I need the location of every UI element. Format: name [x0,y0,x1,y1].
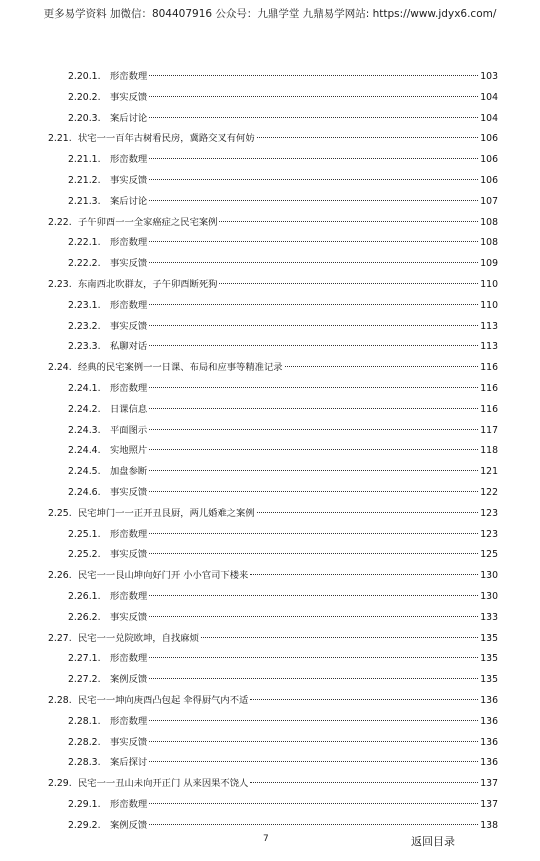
toc-subsection-entry[interactable] [68,295,498,316]
toc-subsection-entry[interactable] [68,752,498,773]
toc-entry-title: 形峦数理 [110,383,148,394]
toc-subsection-entry[interactable] [68,648,498,669]
toc-entry-page: 108 [480,237,498,249]
toc-entry-title: 民宅一一艮山坤向好门开 小小官司下楼来 [78,570,249,582]
toc-entry-title: 形峦数理 [110,715,148,727]
toc-entry-number: 2.26.2. [68,611,101,623]
toc-entry-page: 123 [480,528,498,540]
dot-leader [149,823,478,825]
dot-leader [149,157,478,159]
dot-leader [149,407,478,409]
dot-leader [201,636,478,638]
toc-entry-number: 2.24.6. [68,487,101,498]
dot-leader [149,469,478,471]
toc-entry-page: 110 [480,299,498,311]
dot-leader [149,199,478,201]
toc-entry-title: 实地照片 [110,445,148,457]
back-to-toc-link[interactable]: 返回目录 [411,835,455,848]
toc-entry-number: 2.25.2. [68,549,101,561]
toc-entry-page: 135 [480,674,498,686]
toc-entry-title: 案后讨论 [110,112,148,124]
toc-entry-page: 136 [480,695,498,706]
dot-leader [219,220,478,222]
dot-leader [149,344,478,346]
toc-subsection-entry[interactable] [68,108,498,129]
toc-subsection-entry[interactable] [68,149,498,170]
dot-leader [257,136,478,138]
toc-section-entry[interactable] [48,357,498,378]
toc-entry-page: 130 [480,570,498,582]
toc-entry-title: 民宅一一兑院欧坤，自找麻烦 [78,632,199,644]
toc-entry-page: 103 [480,71,498,82]
toc-entry-page: 130 [480,591,498,602]
toc-subsection-entry[interactable] [68,87,498,108]
toc-entry-page: 135 [480,632,498,644]
toc-entry-title: 案例反馈 [110,674,148,686]
toc-entry-page: 136 [480,715,498,727]
toc-subsection-entry[interactable] [68,794,498,815]
toc-subsection-entry[interactable] [68,232,498,253]
toc-subsection-entry[interactable] [68,482,498,503]
toc-section-entry[interactable] [48,274,498,295]
dot-leader [250,698,478,700]
toc-entry-title: 事实反馈 [110,320,148,332]
toc-entry-page: 116 [480,362,498,374]
toc-entry-title: 经典的民宅案例一一日课、布局和应事等精准记录 [78,362,283,374]
toc-entry-page: 133 [480,611,498,623]
toc-entry-title: 事实反馈 [110,91,148,103]
toc-entry-page: 113 [480,320,498,332]
toc-entry-number: 2.24.1. [68,383,101,394]
toc-entry-page: 110 [480,279,498,290]
toc-subsection-entry[interactable] [68,399,498,420]
toc-entry-number: 2.24. [48,362,72,374]
toc-entry-number: 2.28.3. [68,757,101,769]
toc-entry-page: 104 [480,112,498,124]
toc-entry-title: 形峦数理 [110,591,148,602]
toc-entry-number: 2.29. [48,778,72,790]
toc-entry-number: 2.21. [48,133,72,145]
toc-entry-title: 民宅一一丑山未向开正门 从来因果不饶人 [78,778,249,790]
toc-entry-title: 形峦数理 [110,528,148,540]
toc-section-entry[interactable] [48,212,498,233]
toc-entry-number: 2.24.2. [68,403,101,415]
toc-section-entry[interactable] [48,773,498,794]
toc-entry-title: 平面图示 [110,424,148,436]
toc-entry-page: 138 [480,819,498,831]
toc-entry-number: 2.26. [48,570,72,582]
toc-entry-page: 117 [480,424,498,436]
toc-entry-title: 事实反馈 [110,549,148,561]
toc-entry-title: 形峦数理 [110,71,148,82]
toc-entry-page: 106 [480,175,498,186]
toc-entry-number: 2.21.1. [68,154,101,166]
toc-entry-number: 2.24.5. [68,466,101,478]
dot-leader [149,74,478,76]
dot-leader [149,740,478,742]
toc-entry-number: 2.21.3. [68,195,101,207]
toc-entry-number: 2.22.1. [68,237,101,249]
toc-subsection-entry[interactable] [68,66,498,87]
toc-entry-number: 2.28. [48,695,72,706]
toc-entry-number: 2.27. [48,632,72,644]
dot-leader [149,95,478,97]
toc-entry-page: 104 [480,91,498,103]
toc-subsection-entry[interactable] [68,253,498,274]
toc-entry-page: 116 [480,383,498,394]
toc-section-entry[interactable] [48,565,498,586]
dot-leader [149,448,478,450]
page-number: 7 [263,834,269,844]
toc-entry-page: 116 [480,403,498,415]
toc-entry-page: 109 [480,258,498,270]
toc-entry-title: 形峦数理 [110,154,148,166]
dot-leader [149,303,478,305]
toc-entry-title: 日课信息 [110,403,148,415]
toc-entry-page: 106 [480,154,498,166]
toc-entry-number: 2.25.1. [68,528,101,540]
toc-entry-number: 2.23.1. [68,299,101,311]
dot-leader [149,552,478,554]
dot-leader [149,386,478,388]
toc-entry-title: 形峦数理 [110,237,148,249]
toc-entry-title: 事实反馈 [110,175,148,186]
dot-leader [149,532,478,534]
dot-leader [149,594,478,596]
toc-entry-number: 2.21.2. [68,175,101,186]
toc-subsection-entry[interactable] [68,524,498,545]
toc-entry-number: 2.24.3. [68,424,101,436]
toc-entry-number: 2.28.1. [68,715,101,727]
toc-entry-number: 2.23.3. [68,341,101,353]
dot-leader [250,573,478,575]
toc-entry-page: 135 [480,653,498,665]
toc-entry-title: 案后探讨 [110,757,148,769]
toc-entry-title: 状宅一一百年古树看民房，冀路交叉有何妨 [78,133,255,145]
toc-entry-title: 案例反馈 [110,819,148,831]
dot-leader [149,116,478,118]
toc-entry-page: 123 [480,507,498,519]
dot-leader [257,511,478,513]
toc-section-entry[interactable] [48,128,498,149]
toc-section-entry[interactable] [48,690,498,711]
toc-entry-number: 2.24.4. [68,445,101,457]
toc-subsection-entry[interactable] [68,170,498,191]
toc-entry-title: 子午卯酉一一全家癌症之民宅案例 [78,216,218,228]
dot-leader [149,490,478,492]
toc-entry-number: 2.29.2. [68,819,101,831]
toc-subsection-entry[interactable] [68,669,498,690]
toc-entry-number: 2.28.2. [68,736,101,748]
dot-leader [149,178,478,180]
toc-entry-number: 2.27.2. [68,674,101,686]
toc-subsection-entry[interactable] [68,544,498,565]
toc-entry-page: 137 [480,778,498,790]
toc-entry-page: 122 [480,487,498,498]
toc-subsection-entry[interactable] [68,191,498,212]
toc-subsection-entry[interactable] [68,607,498,628]
page-header: 更多易学资料 加微信：804407916 公众号：九鼎学堂 九鼎易学网站: https://www.jdyx6.com/ [43,8,497,20]
toc-entry-page: 113 [480,341,498,353]
toc-section-entry[interactable] [48,628,498,649]
toc-subsection-entry[interactable] [68,440,498,461]
dot-leader [149,240,478,242]
toc-entry-title: 形峦数理 [110,799,148,810]
dot-leader [149,324,478,326]
toc-subsection-entry[interactable] [68,732,498,753]
toc-entry-title: 案后讨论 [110,195,148,207]
toc-subsection-entry[interactable] [68,336,498,357]
dot-leader [219,282,478,284]
dot-leader [149,719,478,721]
toc-entry-title: 加盘参断 [110,466,148,478]
toc-entry-title: 形峦数理 [110,299,148,311]
toc-subsection-entry[interactable] [68,711,498,732]
dot-leader [149,656,478,658]
toc-entry-number: 2.27.1. [68,653,101,665]
toc-entry-number: 2.20.2. [68,91,101,103]
toc-entry-page: 121 [480,466,498,478]
toc-entry-number: 2.20.1. [68,71,101,82]
toc-entry-number: 2.20.3. [68,112,101,124]
toc-entry-page: 106 [480,133,498,145]
toc-entry-title: 形峦数理 [110,653,148,665]
toc-entry-page: 136 [480,757,498,769]
toc-entry-number: 2.22. [48,216,72,228]
dot-leader [250,781,478,783]
dot-leader [149,615,478,617]
toc-entry-title: 事实反馈 [110,611,148,623]
dot-leader [149,802,478,804]
toc-subsection-entry[interactable] [68,586,498,607]
toc-entry-page: 108 [480,216,498,228]
toc-entry-number: 2.26.1. [68,591,101,602]
toc-entry-page: 137 [480,799,498,810]
toc-entry-title: 民宅坤门一一正开丑艮厨，两儿婚难之案例 [78,507,255,519]
dot-leader [149,428,478,430]
toc-entry-title: 事实反馈 [110,258,148,270]
toc-entry-title: 私聊对话 [110,341,148,353]
toc-entry-page: 118 [480,445,498,457]
toc-entry-number: 2.23.2. [68,320,101,332]
toc-entry-number: 2.29.1. [68,799,101,810]
dot-leader [149,760,478,762]
toc-entry-title: 东南西北吹群友，子午卯酉断死狗 [78,279,218,290]
toc-subsection-entry[interactable] [68,316,498,337]
toc-entry-number: 2.23. [48,279,72,290]
toc-entry-title: 民宅一一坤向庚酉凸包起 伞得厨气内不适 [78,695,249,706]
toc-entry-number: 2.22.2. [68,258,101,270]
toc-subsection-entry[interactable] [68,461,498,482]
dot-leader [285,365,478,367]
toc-entry-number: 2.25. [48,507,72,519]
toc-entry-title: 事实反馈 [110,736,148,748]
dot-leader [149,261,478,263]
toc-entry-page: 125 [480,549,498,561]
toc-section-entry[interactable] [48,503,498,524]
toc-subsection-entry[interactable] [68,420,498,441]
toc-subsection-entry[interactable] [68,378,498,399]
toc-entry-page: 136 [480,736,498,748]
dot-leader [149,677,478,679]
toc-entry-page: 107 [480,195,498,207]
toc-entry-title: 事实反馈 [110,487,148,498]
